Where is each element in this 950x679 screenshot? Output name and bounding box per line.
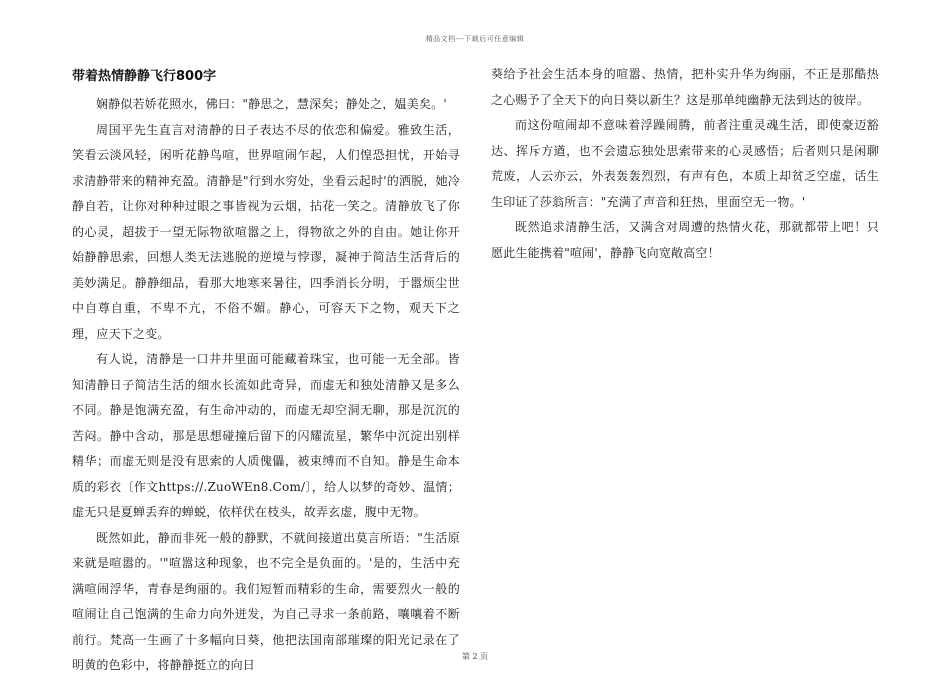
- paragraph: 周国平先生直言对清静的日子表达不尽的依恋和偏爱。雅致生活，笑看云淡风轻，闲听花静鸟喧，世界喧闹乍起，人们惶恐担忧，开始寻求清静带来的精神充盈。清静是"行到水穷处，坐看云起时'的洒脱，她冷静自若，让你对种种过眼之事皆视为云烟，拈花一笑之。清静放飞了你的心灵，超拔于一望无际物欲喧嚣之上，得物欲之外的自由。她让你开始静静思索，回想人类无法逃脱的逆境与悖谬，凝神于简洁生活背后的美妙满足。静静细品，看那大地寒来暑往，四季消长分明，于嚣烦尘世中自尊自重，不卑不亢，不俗不媚。静心，可容天下之物，观天下之理，应天下之变。: [72, 122, 460, 341]
- article-title: 带着热情静静飞行800字: [72, 69, 217, 84]
- page-number: 第 2 页: [461, 652, 489, 661]
- paragraph-continuation: 葵给予社会生活本身的喧嚣、热情，把朴实升华为绚丽，不正是那酷热之心赐予了全天下的向日葵以新生？这是那单纯幽静无法到达的彼岸。: [491, 67, 879, 107]
- paragraph: 而这份喧闹却不意味着浮躁闹腾，前者注重灵魂生活，即使豪迈豁达、挥斥方遒，也不会遗忘独处思索带来的心灵感悟；后者则只是闲聊荒废，人云亦云，外表轰轰烈烈，有声有色，本质上却贫乏空虚，话生生印证了莎翁所言："充满了声音和狂热，里面空无一物。': [491, 118, 879, 209]
- right-column: [491, 62, 879, 266]
- page-header: 精品文档---下载后可任意编辑: [425, 35, 525, 43]
- paragraph: 既然如此，静而非死一般的静默，不就间接道出莫言所语："生活原来就是喧嚣的。'"喧嚣这种现象，也不完全是负面的。'是的，生活中充满喧闹浮华，青春是绚丽的。我们短暂而精彩的生命，需要烈火一般的喧闹让自己饱满的生命力向外迸发，为自己寻求一条前路，嚷嚷着不断前行。梵高一生画了十多幅向日葵，他把法国南部璀璨的阳光记录在了明黄的色彩中，将静静挺立的向日: [72, 530, 460, 672]
- paragraph: 既然追求清静生活，又满含对周遭的热情火花，那就都带上吧！只愿此生能携着"喧闹'，静静飞向宽敞高空！: [491, 220, 879, 260]
- paragraph: 娴静似若娇花照水，佛曰："静思之，慧深矣；静处之，媪美矣。': [96, 97, 447, 111]
- left-column: [72, 62, 460, 679]
- paragraph: 有人说，清静是一口井井里面可能藏着珠宝，也可能一无全部。皆知清静日子简洁生活的细水长流如此奇异，而虚无和独处清静又是多么不同。静是饱满充盈，有生命冲动的，而虚无却空洞无聊，那是沉沉的苦闷。静中含动，那是思想碰撞后留下的闪耀流星，繁华中沉淀出别样精华；而虚无则是没有思索的人质傀儡，被束缚而不自知。静是生命本质的彩衣〔作文https://.ZuoWEn8.Com/〕，给人以梦的奇妙、温情；虚无只是夏蝉丢弃的蝉蜕，依样伏在枝头，故弄玄虚，腹中无物。: [72, 352, 460, 519]
